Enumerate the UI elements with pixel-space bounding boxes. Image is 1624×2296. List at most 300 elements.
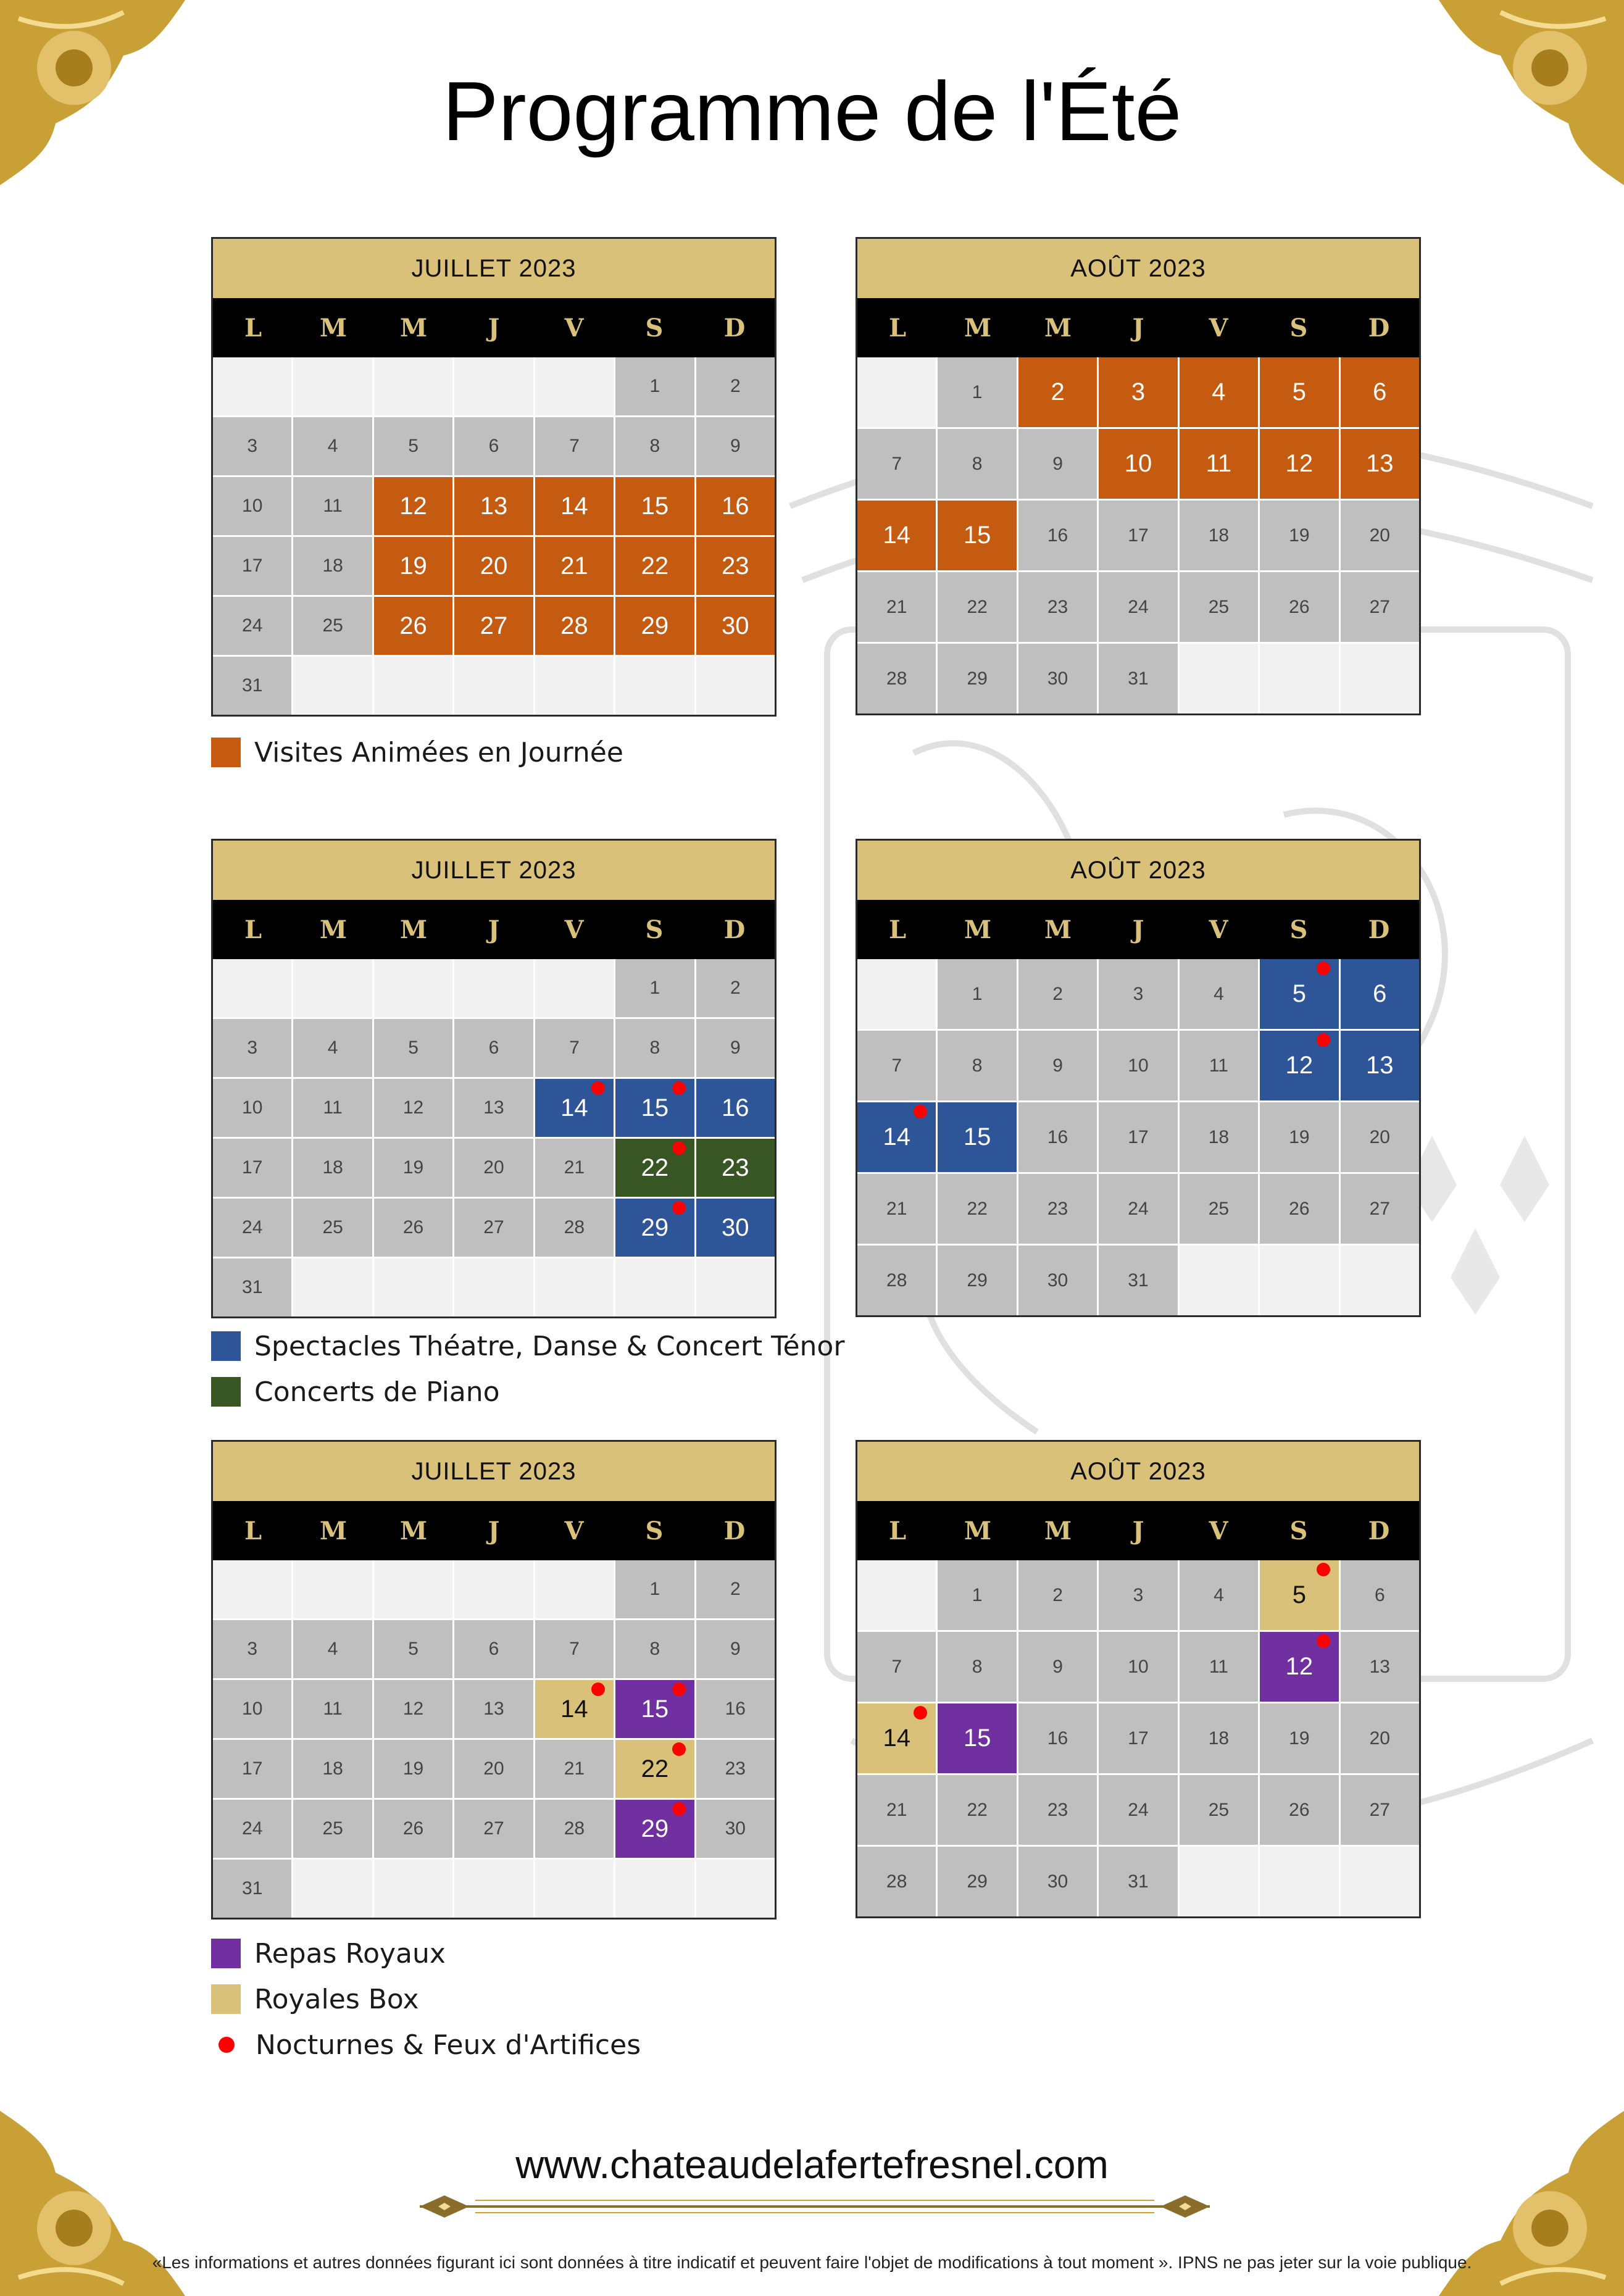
calendar-day-cell: 15 xyxy=(615,1079,694,1137)
weekday-label: J xyxy=(1132,1516,1144,1545)
calendar-day-cell: 3 xyxy=(213,417,291,475)
calendar-day-cell: 21 xyxy=(857,572,936,642)
weekday-header-row xyxy=(857,1501,1419,1560)
legend-color-swatch xyxy=(211,738,241,767)
calendar-day-cell: 7 xyxy=(857,1031,936,1100)
calendar-day-cell: 30 xyxy=(696,1199,775,1257)
weekday-header-row xyxy=(857,900,1419,959)
calendar-day-cell: 2 xyxy=(1018,357,1097,427)
calendar-day-cell: 11 xyxy=(293,477,372,535)
nocturne-dot-icon xyxy=(1317,1563,1330,1576)
calendar-day-cell: 15 xyxy=(938,1102,1016,1172)
weekday-label: M xyxy=(319,1516,348,1545)
calendar-day-grid xyxy=(857,357,1419,713)
calendar-empty-cell xyxy=(696,1860,775,1918)
calendar-day-cell: 22 xyxy=(615,1740,694,1798)
legend-label: Nocturnes & Feux d'Artifices xyxy=(256,2029,641,2061)
calendar-day-cell: 20 xyxy=(1341,501,1419,570)
calendar-day-cell: 3 xyxy=(1099,1560,1177,1630)
calendar-day-grid xyxy=(213,357,775,715)
calendar-day-cell: 9 xyxy=(696,1019,775,1077)
calendar-month-header: JUILLET 2023 xyxy=(213,841,775,900)
calendar-empty-cell xyxy=(213,357,291,415)
calendar-day-cell: 1 xyxy=(938,959,1016,1029)
calendar-empty-cell xyxy=(1180,1246,1258,1315)
calendar-empty-cell xyxy=(213,1560,291,1618)
calendar-empty-cell xyxy=(454,657,533,715)
calendar-day-cell: 11 xyxy=(1180,1031,1258,1100)
calendar-day-cell: 2 xyxy=(1018,959,1097,1029)
calendar-day-cell: 9 xyxy=(1018,1632,1097,1702)
weekday-label: M xyxy=(964,313,992,343)
calendar-day-cell: 19 xyxy=(374,1740,452,1798)
calendar-month-header: AOÛT 2023 xyxy=(857,841,1419,900)
legend-item xyxy=(211,1369,844,1415)
calendar-empty-cell xyxy=(374,657,452,715)
legend-color-swatch xyxy=(211,1984,241,2014)
nocturne-dot-icon xyxy=(1317,1033,1330,1047)
calendar-day-cell: 4 xyxy=(1180,959,1258,1029)
calendar-month-header: AOÛT 2023 xyxy=(857,239,1419,298)
weekday-label: M xyxy=(399,313,428,343)
calendar-day-cell: 4 xyxy=(293,417,372,475)
calendar-day-cell: 18 xyxy=(1180,1102,1258,1172)
calendar-day-cell: 14 xyxy=(857,501,936,570)
calendar-empty-cell xyxy=(213,959,291,1017)
legend-label: Repas Royaux xyxy=(254,1937,446,1969)
calendar-day-cell: 8 xyxy=(615,1019,694,1077)
weekday-label: J xyxy=(488,1516,500,1545)
calendar-day-cell: 22 xyxy=(938,1174,1016,1244)
calendar-day-cell: 5 xyxy=(374,1620,452,1678)
calendar-empty-cell xyxy=(857,357,936,427)
legend-label: Concerts de Piano xyxy=(254,1376,500,1408)
calendar-day-cell: 28 xyxy=(535,1199,614,1257)
calendar-day-cell: 12 xyxy=(374,1680,452,1738)
calendar-day-cell: 27 xyxy=(454,1199,533,1257)
calendar-day-cell: 15 xyxy=(938,501,1016,570)
calendar-day-cell: 29 xyxy=(615,1800,694,1858)
calendar-day-cell: 11 xyxy=(293,1680,372,1738)
legend-item xyxy=(211,2022,641,2068)
calendar-july-spectacles xyxy=(211,839,777,1318)
calendar-day-cell: 27 xyxy=(1341,1174,1419,1244)
calendar-day-cell: 14 xyxy=(535,477,614,535)
calendar-day-cell: 10 xyxy=(1099,429,1177,499)
calendar-day-cell: 13 xyxy=(454,1079,533,1137)
calendar-day-cell: 1 xyxy=(615,1560,694,1618)
calendar-day-cell: 30 xyxy=(1018,1847,1097,1916)
calendar-day-cell: 31 xyxy=(1099,1847,1177,1916)
weekday-label: D xyxy=(723,915,746,944)
calendar-day-cell: 12 xyxy=(1260,1632,1338,1702)
calendar-empty-cell xyxy=(293,1860,372,1918)
weekday-label: D xyxy=(1368,1516,1390,1545)
nocturne-dot-icon xyxy=(672,1201,686,1215)
weekday-label: D xyxy=(723,313,746,343)
calendar-day-cell: 10 xyxy=(1099,1031,1177,1100)
calendar-day-cell: 12 xyxy=(374,477,452,535)
calendar-august-repas xyxy=(856,1440,1421,1918)
calendar-day-cell: 31 xyxy=(1099,644,1177,713)
calendar-day-cell: 30 xyxy=(696,1800,775,1858)
calendar-day-cell: 31 xyxy=(213,657,291,715)
calendar-day-cell: 8 xyxy=(615,417,694,475)
calendar-empty-cell xyxy=(293,1258,372,1316)
calendar-empty-cell xyxy=(696,1258,775,1316)
weekday-label: L xyxy=(244,1516,262,1545)
calendar-day-cell: 8 xyxy=(615,1620,694,1678)
calendar-day-cell: 23 xyxy=(696,1139,775,1197)
calendar-day-cell: 24 xyxy=(213,1800,291,1858)
calendar-day-cell: 6 xyxy=(454,1019,533,1077)
calendar-empty-cell xyxy=(1341,1847,1419,1916)
calendar-day-cell: 7 xyxy=(535,1019,614,1077)
calendar-day-cell: 25 xyxy=(1180,1775,1258,1845)
calendar-day-cell: 23 xyxy=(1018,1174,1097,1244)
calendar-day-cell: 16 xyxy=(1018,1102,1097,1172)
nocturne-dot-icon xyxy=(672,1081,686,1095)
calendar-empty-cell xyxy=(535,1258,614,1316)
calendar-august-spectacles xyxy=(856,839,1421,1317)
calendar-day-grid xyxy=(213,1560,775,1918)
calendar-empty-cell xyxy=(454,959,533,1017)
nocturne-dot-icon xyxy=(1317,1634,1330,1648)
decorative-flourish xyxy=(383,2188,1247,2225)
calendar-day-cell: 6 xyxy=(1341,1560,1419,1630)
calendar-day-cell: 21 xyxy=(857,1775,936,1845)
calendar-day-cell: 20 xyxy=(1341,1102,1419,1172)
calendar-day-cell: 25 xyxy=(293,1800,372,1858)
weekday-label: D xyxy=(1368,915,1390,944)
website-url[interactable]: www.chateaudelafertefresnel.com xyxy=(515,2142,1109,2187)
calendar-day-cell: 24 xyxy=(1099,572,1177,642)
calendar-day-cell: 26 xyxy=(374,1800,452,1858)
weekday-label: L xyxy=(244,915,262,944)
calendar-day-cell: 8 xyxy=(938,429,1016,499)
calendar-day-cell: 28 xyxy=(857,644,936,713)
calendar-day-cell: 7 xyxy=(857,1632,936,1702)
calendar-day-cell: 24 xyxy=(1099,1174,1177,1244)
calendar-day-cell: 19 xyxy=(374,537,452,595)
calendar-day-cell: 9 xyxy=(1018,1031,1097,1100)
calendar-day-cell: 22 xyxy=(615,537,694,595)
calendar-day-cell: 17 xyxy=(1099,1703,1177,1773)
weekday-label: M xyxy=(399,915,428,944)
nocturne-dot-icon xyxy=(672,1802,686,1816)
nocturne-dot-icon xyxy=(672,1682,686,1696)
calendar-day-cell: 2 xyxy=(696,1560,775,1618)
weekday-label: L xyxy=(888,313,907,343)
calendar-day-cell: 10 xyxy=(213,477,291,535)
calendar-day-cell: 29 xyxy=(938,644,1016,713)
weekday-label: M xyxy=(1044,1516,1072,1545)
calendar-day-cell: 5 xyxy=(374,1019,452,1077)
weekday-label: M xyxy=(319,915,348,944)
weekday-label: M xyxy=(964,915,992,944)
calendar-day-cell: 21 xyxy=(535,1740,614,1798)
calendar-day-cell: 18 xyxy=(1180,501,1258,570)
calendar-empty-cell xyxy=(615,1860,694,1918)
calendar-day-cell: 30 xyxy=(1018,1246,1097,1315)
calendar-day-cell: 23 xyxy=(696,537,775,595)
calendar-day-cell: 13 xyxy=(1341,1031,1419,1100)
calendar-day-cell: 3 xyxy=(213,1019,291,1077)
calendar-day-cell: 24 xyxy=(213,1199,291,1257)
calendar-empty-cell xyxy=(454,1860,533,1918)
calendar-day-cell: 18 xyxy=(293,537,372,595)
calendar-day-cell: 25 xyxy=(293,597,372,655)
weekday-header-row xyxy=(857,298,1419,357)
calendar-day-cell: 20 xyxy=(1341,1703,1419,1773)
calendar-day-cell: 7 xyxy=(535,417,614,475)
calendar-day-cell: 18 xyxy=(293,1139,372,1197)
weekday-label: V xyxy=(564,915,584,944)
calendar-day-cell: 16 xyxy=(696,1680,775,1738)
calendar-empty-cell xyxy=(454,1258,533,1316)
calendar-day-cell: 19 xyxy=(1260,501,1338,570)
calendar-day-cell: 16 xyxy=(696,1079,775,1137)
nocturne-dot-icon xyxy=(914,1706,927,1720)
nocturne-dot-icon xyxy=(914,1105,927,1118)
calendar-day-cell: 10 xyxy=(1099,1632,1177,1702)
calendar-day-cell: 9 xyxy=(696,1620,775,1678)
calendar-empty-cell xyxy=(1180,644,1258,713)
calendar-day-cell: 14 xyxy=(857,1703,936,1773)
calendar-empty-cell xyxy=(615,1258,694,1316)
weekday-label: S xyxy=(645,313,664,343)
calendar-day-cell: 9 xyxy=(1018,429,1097,499)
calendar-day-cell: 23 xyxy=(1018,572,1097,642)
disclaimer-text: «Les informations et autres données figurant ici sont données à titre indicatif et peuvent faire l'objet de modifications à tout moment ». IPNS ne pas jeter sur la voie publique. xyxy=(152,2253,1472,2272)
calendar-day-cell: 3 xyxy=(1099,959,1177,1029)
calendar-day-cell: 27 xyxy=(454,1800,533,1858)
calendar-day-cell: 28 xyxy=(857,1246,936,1315)
calendar-empty-cell xyxy=(374,357,452,415)
calendar-empty-cell xyxy=(293,1560,372,1618)
weekday-label: V xyxy=(564,1516,584,1545)
calendar-day-cell: 2 xyxy=(1018,1560,1097,1630)
calendar-day-cell: 20 xyxy=(454,1740,533,1798)
calendar-day-cell: 15 xyxy=(615,477,694,535)
calendar-day-cell: 29 xyxy=(938,1246,1016,1315)
calendar-day-cell: 16 xyxy=(1018,1703,1097,1773)
weekday-label: M xyxy=(1044,915,1072,944)
nocturne-dot-icon xyxy=(672,1141,686,1155)
weekday-header-row xyxy=(213,298,775,357)
calendar-july-repas xyxy=(211,1440,777,1920)
calendar-day-cell: 1 xyxy=(615,357,694,415)
calendar-day-cell: 4 xyxy=(1180,357,1258,427)
calendar-day-cell: 3 xyxy=(213,1620,291,1678)
calendar-day-cell: 18 xyxy=(293,1740,372,1798)
calendar-day-cell: 5 xyxy=(374,417,452,475)
weekday-header-row xyxy=(213,1501,775,1560)
calendar-day-cell: 5 xyxy=(1260,1560,1338,1630)
calendar-day-cell: 4 xyxy=(293,1620,372,1678)
calendar-day-cell: 1 xyxy=(938,1560,1016,1630)
calendar-day-cell: 20 xyxy=(454,1139,533,1197)
calendar-day-cell: 10 xyxy=(213,1079,291,1137)
weekday-label: V xyxy=(1209,915,1228,944)
weekday-label: S xyxy=(1289,1516,1308,1545)
nocturne-dot-icon xyxy=(672,1742,686,1756)
calendar-empty-cell xyxy=(454,1560,533,1618)
calendar-day-cell: 6 xyxy=(1341,357,1419,427)
legend-label: Visites Animées en Journée xyxy=(254,736,623,768)
calendar-day-cell: 28 xyxy=(535,1800,614,1858)
calendar-day-cell: 12 xyxy=(374,1079,452,1137)
calendar-day-grid xyxy=(213,959,775,1316)
calendar-day-cell: 22 xyxy=(938,1775,1016,1845)
legend-item xyxy=(211,1976,641,2022)
legend-color-swatch xyxy=(211,1331,241,1361)
nocturne-dot-icon xyxy=(1317,962,1330,975)
calendar-empty-cell xyxy=(374,959,452,1017)
legend-item xyxy=(211,1323,844,1369)
weekday-label: J xyxy=(488,313,500,343)
page-title: Programme de l'Été xyxy=(442,64,1182,158)
calendar-day-cell: 25 xyxy=(293,1199,372,1257)
calendar-day-cell: 8 xyxy=(938,1031,1016,1100)
legend-spectacles xyxy=(211,1323,844,1415)
calendar-day-cell: 4 xyxy=(1180,1560,1258,1630)
weekday-label: M xyxy=(964,1516,992,1545)
calendar-day-cell: 29 xyxy=(615,1199,694,1257)
calendar-day-cell: 26 xyxy=(1260,572,1338,642)
calendar-day-cell: 24 xyxy=(213,597,291,655)
weekday-label: M xyxy=(1044,313,1072,343)
calendar-day-cell: 10 xyxy=(213,1680,291,1738)
weekday-label: D xyxy=(723,1516,746,1545)
calendar-day-cell: 17 xyxy=(213,537,291,595)
calendar-day-cell: 30 xyxy=(1018,644,1097,713)
calendar-day-cell: 18 xyxy=(1180,1703,1258,1773)
calendar-empty-cell xyxy=(535,657,614,715)
calendar-day-cell: 31 xyxy=(213,1860,291,1918)
calendar-empty-cell xyxy=(696,657,775,715)
weekday-label: S xyxy=(645,915,664,944)
calendar-empty-cell xyxy=(1341,644,1419,713)
calendar-august-visites xyxy=(856,237,1421,715)
calendar-day-cell: 23 xyxy=(1018,1775,1097,1845)
calendar-day-cell: 19 xyxy=(374,1139,452,1197)
calendar-month-header: JUILLET 2023 xyxy=(213,1442,775,1501)
calendar-day-cell: 16 xyxy=(1018,501,1097,570)
calendar-day-cell: 25 xyxy=(1180,572,1258,642)
weekday-label: M xyxy=(319,313,348,343)
calendar-day-cell: 19 xyxy=(1260,1102,1338,1172)
weekday-label: M xyxy=(399,1516,428,1545)
calendar-day-cell: 22 xyxy=(615,1139,694,1197)
calendar-day-cell: 13 xyxy=(1341,429,1419,499)
calendar-day-cell: 3 xyxy=(1099,357,1177,427)
calendar-day-cell: 12 xyxy=(1260,429,1338,499)
legend-item xyxy=(211,1931,641,1976)
calendar-day-cell: 11 xyxy=(1180,429,1258,499)
calendar-empty-cell xyxy=(293,959,372,1017)
calendar-day-cell: 17 xyxy=(213,1139,291,1197)
calendar-day-cell: 5 xyxy=(1260,959,1338,1029)
calendar-day-cell: 20 xyxy=(454,537,533,595)
calendar-day-cell: 2 xyxy=(696,357,775,415)
calendar-day-cell: 17 xyxy=(213,1740,291,1798)
weekday-label: S xyxy=(1289,313,1308,343)
calendar-day-grid xyxy=(857,959,1419,1315)
weekday-header-row xyxy=(213,900,775,959)
weekday-label: V xyxy=(564,313,584,343)
calendar-day-cell: 14 xyxy=(535,1680,614,1738)
calendar-day-cell: 19 xyxy=(1260,1703,1338,1773)
calendar-day-cell: 23 xyxy=(696,1740,775,1798)
calendar-day-cell: 24 xyxy=(1099,1775,1177,1845)
calendar-day-cell: 27 xyxy=(454,597,533,655)
calendar-day-cell: 13 xyxy=(454,1680,533,1738)
calendar-day-cell: 6 xyxy=(1341,959,1419,1029)
calendar-empty-cell xyxy=(1260,644,1338,713)
calendar-month-header: JUILLET 2023 xyxy=(213,239,775,298)
calendar-day-cell: 30 xyxy=(696,597,775,655)
calendar-empty-cell xyxy=(535,1560,614,1618)
calendar-day-cell: 6 xyxy=(454,417,533,475)
legend-label: Royales Box xyxy=(254,1983,419,2015)
calendar-empty-cell xyxy=(857,959,936,1029)
weekday-label: S xyxy=(1289,915,1308,944)
calendar-empty-cell xyxy=(1341,1246,1419,1315)
weekday-label: J xyxy=(488,915,500,944)
calendar-empty-cell xyxy=(615,657,694,715)
weekday-label: J xyxy=(1132,313,1144,343)
calendar-day-cell: 12 xyxy=(1260,1031,1338,1100)
calendar-day-cell: 7 xyxy=(857,429,936,499)
calendar-day-cell: 29 xyxy=(938,1847,1016,1916)
calendar-day-cell: 13 xyxy=(1341,1632,1419,1702)
calendar-day-cell: 9 xyxy=(696,417,775,475)
calendar-empty-cell xyxy=(1180,1847,1258,1916)
calendar-july-visites xyxy=(211,237,777,717)
calendar-day-cell: 22 xyxy=(938,572,1016,642)
legend-color-swatch xyxy=(211,1377,241,1407)
calendar-day-cell: 26 xyxy=(1260,1775,1338,1845)
weekday-label: L xyxy=(888,1516,907,1545)
legend-color-swatch xyxy=(211,1939,241,1968)
calendar-day-cell: 21 xyxy=(857,1174,936,1244)
calendar-day-cell: 31 xyxy=(1099,1246,1177,1315)
calendar-day-cell: 21 xyxy=(535,537,614,595)
calendar-empty-cell xyxy=(1260,1847,1338,1916)
calendar-day-cell: 2 xyxy=(696,959,775,1017)
weekday-label: L xyxy=(888,915,907,944)
calendar-day-cell: 25 xyxy=(1180,1174,1258,1244)
calendar-day-cell: 29 xyxy=(615,597,694,655)
calendar-day-cell: 31 xyxy=(213,1258,291,1316)
weekday-label: D xyxy=(1368,313,1390,343)
calendar-day-grid xyxy=(857,1560,1419,1916)
calendar-day-cell: 8 xyxy=(938,1632,1016,1702)
calendar-day-cell: 4 xyxy=(293,1019,372,1077)
calendar-day-cell: 27 xyxy=(1341,572,1419,642)
calendar-day-cell: 14 xyxy=(535,1079,614,1137)
legend-visites xyxy=(211,730,623,775)
calendar-day-cell: 26 xyxy=(374,597,452,655)
legend-repas xyxy=(211,1931,641,2068)
calendar-empty-cell xyxy=(374,1258,452,1316)
weekday-label: L xyxy=(244,313,262,343)
calendar-day-cell: 21 xyxy=(535,1139,614,1197)
calendar-day-cell: 17 xyxy=(1099,501,1177,570)
calendar-day-cell: 27 xyxy=(1341,1775,1419,1845)
calendar-empty-cell xyxy=(535,959,614,1017)
